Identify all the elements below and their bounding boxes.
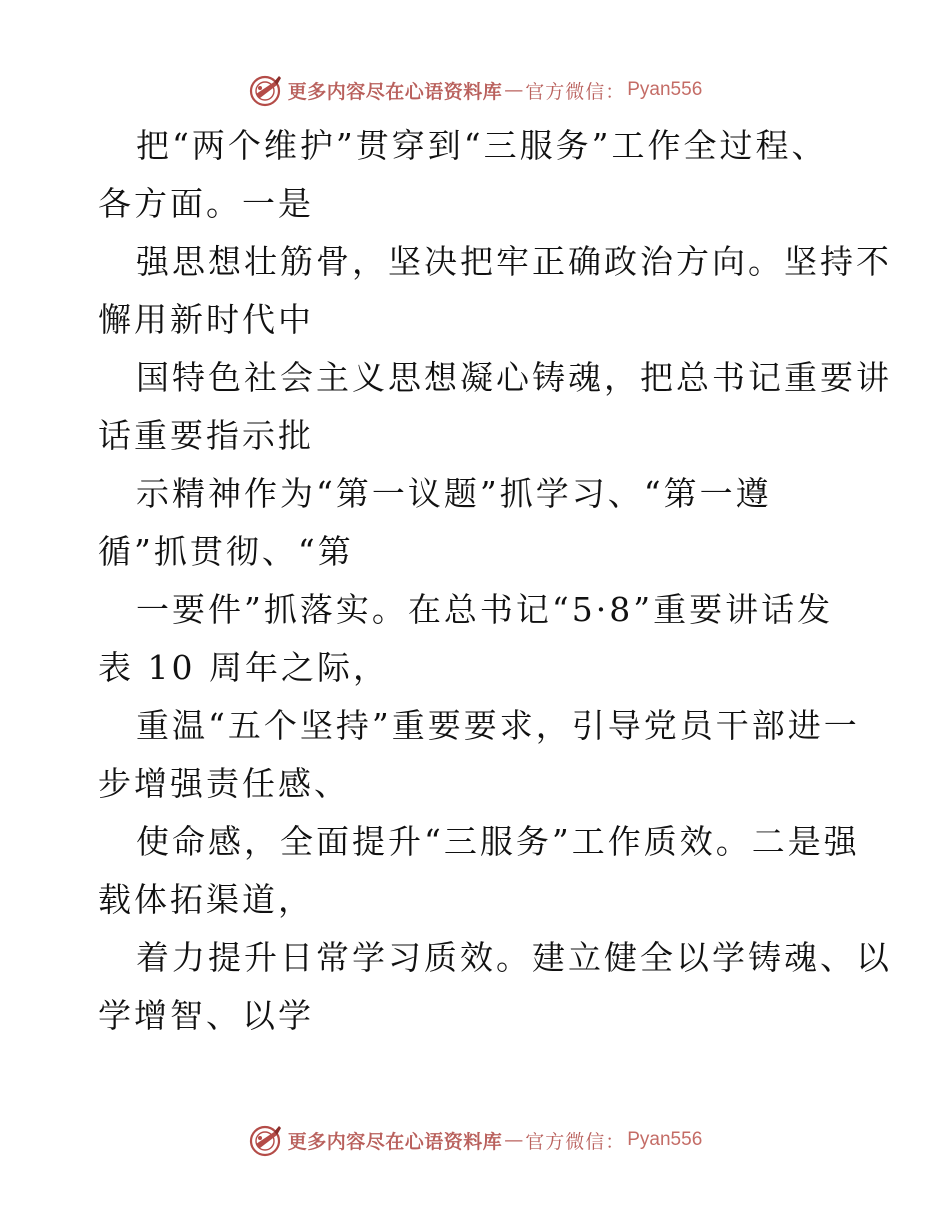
text-line: 使命感，全面提升“三服务”工作质效。二是强	[136, 822, 860, 861]
text-line: 示精神作为“第一议题”抓学习、“第一遵	[136, 474, 772, 513]
text-line: 学增智、以学	[98, 996, 314, 1035]
text-line: 一要件”抓落实。在总书记“5·8”重要讲话发	[136, 590, 834, 629]
text-line: 懈用新时代中	[98, 300, 314, 339]
banner-site-name: 更多内容尽在心语资料库	[287, 80, 503, 103]
text-line: 载体拓渠道，	[98, 880, 314, 919]
text-line: 表 10 周年之际，	[98, 648, 389, 687]
banner-wechat-label: 官方微信：	[525, 80, 626, 103]
text-line: 强思想壮筋骨，坚决把牢正确政治方向。坚持不	[136, 242, 892, 281]
banner-dash: —	[504, 79, 524, 101]
banner-dash: —	[504, 1129, 524, 1151]
logo-icon	[248, 72, 284, 108]
text-line: 把“两个维护”贯穿到“三服务”工作全过程、	[136, 126, 828, 165]
text-line: 话重要指示批	[98, 416, 314, 455]
banner-wechat-label: 官方微信：	[525, 1130, 626, 1153]
banner-site-name: 更多内容尽在心语资料库	[287, 1130, 503, 1153]
text-line: 步增强责任感、	[98, 764, 350, 803]
banner-wechat-id: Pyan556	[627, 1129, 703, 1150]
text-line: 各方面。一是	[98, 184, 314, 223]
text-line: 重温“五个坚持”重要要求，引导党员干部进一	[136, 706, 860, 745]
text-line: 循”抓贯彻、“第	[98, 532, 354, 571]
text-line: 国特色社会主义思想凝心铸魂，把总书记重要讲	[136, 358, 892, 397]
banner-wechat-id: Pyan556	[627, 79, 703, 100]
text-line: 着力提升日常学习质效。建立健全以学铸魂、以	[136, 938, 892, 977]
header-watermark	[0, 72, 950, 108]
logo-icon	[248, 1122, 284, 1158]
footer-watermark	[0, 1122, 950, 1158]
